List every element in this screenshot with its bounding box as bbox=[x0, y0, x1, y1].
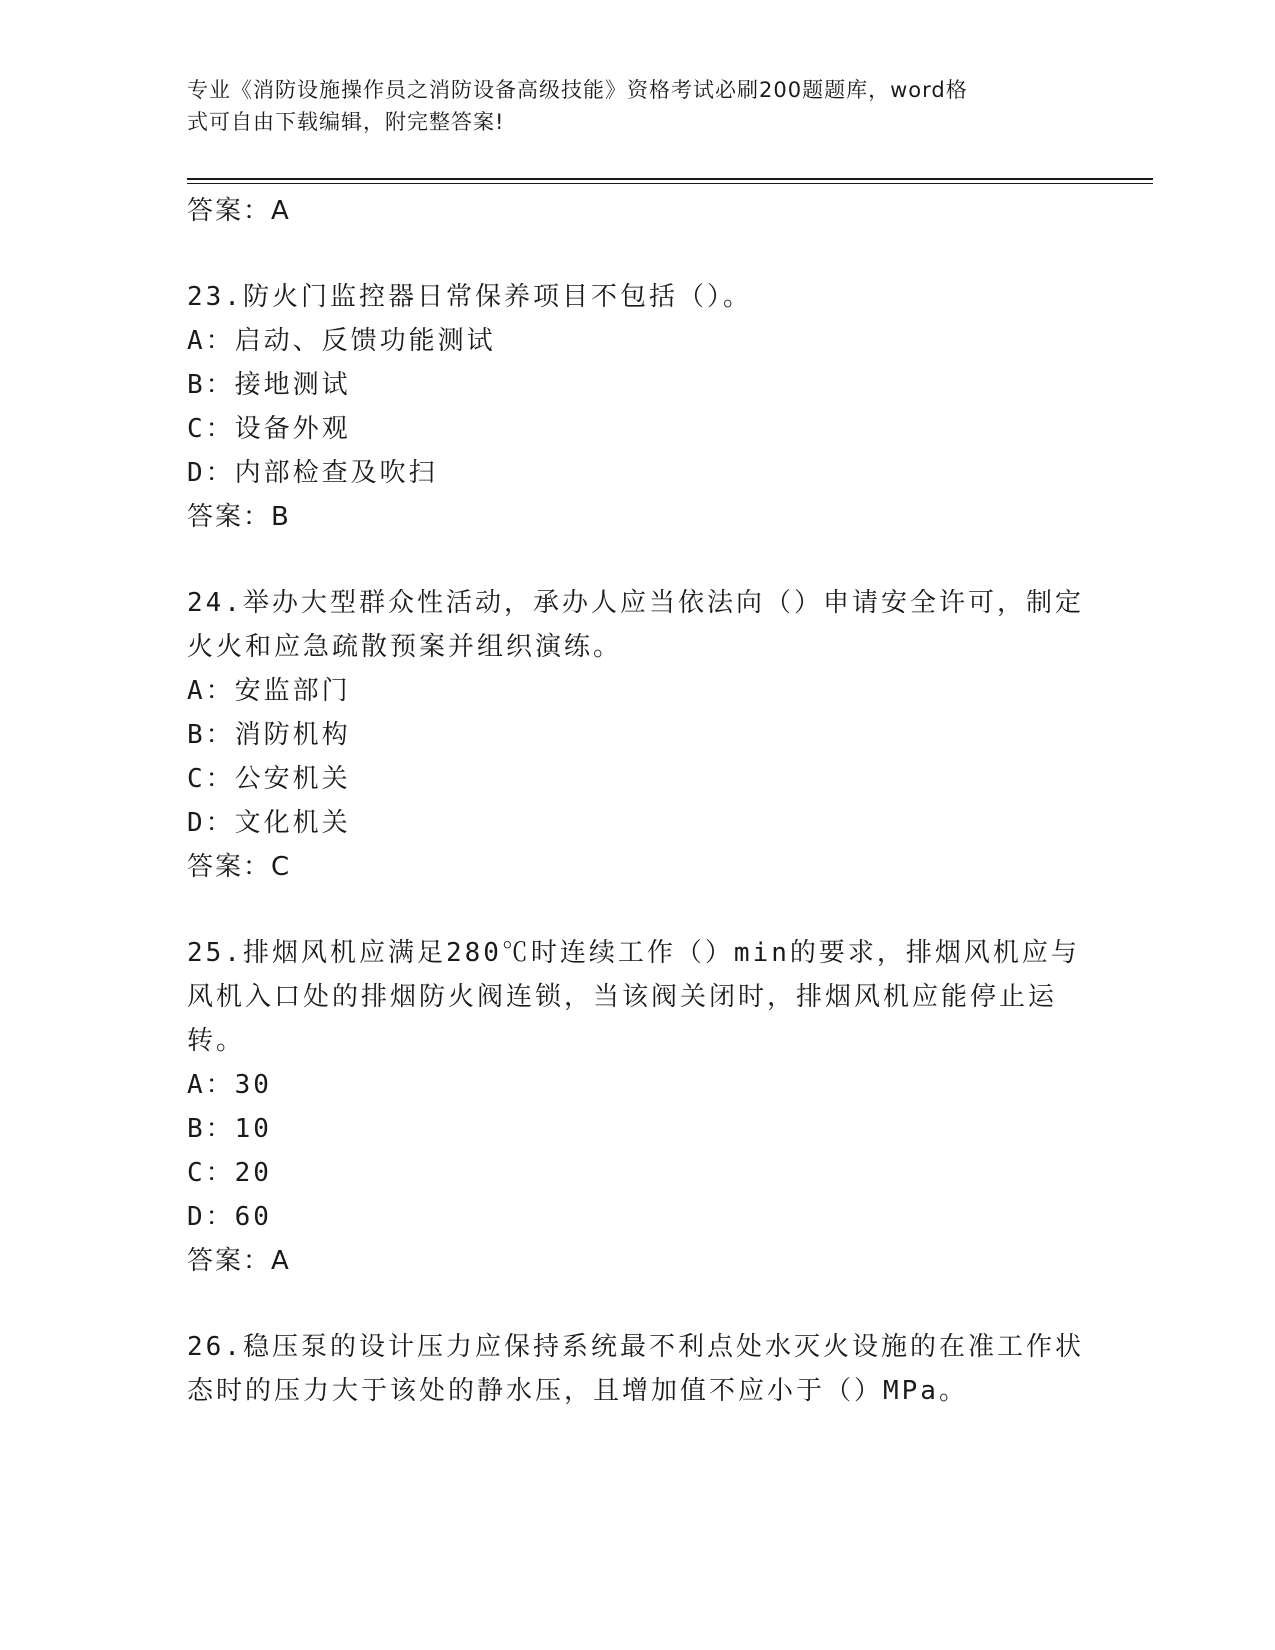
question-25-text-line-1: 25.排烟风机应满足280℃时连续工作（）min的要求，排烟风机应与 bbox=[187, 938, 1080, 968]
previous-answer: 答案：A bbox=[187, 196, 291, 226]
question-24-answer: 答案：C bbox=[187, 852, 292, 882]
question-25-option-d: D：60 bbox=[187, 1202, 272, 1232]
question-25-text-line-2: 风机入口处的排烟防火阀连锁，当该阀关闭时，排烟风机应能停止运 bbox=[187, 982, 1058, 1012]
question-26-text-line-1: 26.稳压泵的设计压力应保持系统最不利点处水灭火设施的在准工作状 bbox=[187, 1332, 1084, 1362]
question-23-answer: 答案：B bbox=[187, 502, 291, 532]
question-24-option-d: D：文化机关 bbox=[187, 808, 351, 838]
question-24-text-line-1: 24.举办大型群众性活动，承办人应当依法向（）申请安全许可，制定 bbox=[187, 588, 1084, 618]
question-23-option-d: D：内部检查及吹扫 bbox=[187, 458, 438, 488]
question-25-text-line-3: 转。 bbox=[187, 1026, 246, 1056]
question-23-text: 23.防火门监控器日常保养项目不包括（）。 bbox=[187, 282, 752, 312]
question-23-option-a: A：启动、反馈功能测试 bbox=[187, 326, 496, 356]
header-divider-thick bbox=[187, 178, 1153, 180]
question-25-option-a: A：30 bbox=[187, 1070, 272, 1100]
question-25-option-b: B：10 bbox=[187, 1114, 272, 1144]
question-24-option-a: A：安监部门 bbox=[187, 676, 351, 706]
question-23-option-c: C：设备外观 bbox=[187, 414, 351, 444]
header-line-1: 专业《消防设施操作员之消防设备高级技能》资格考试必刷200题题库，word格 bbox=[187, 78, 968, 102]
question-25-answer: 答案：A bbox=[187, 1246, 291, 1276]
question-26-text-line-2: 态时的压力大于该处的静水压，且增加值不应小于（）MPa。 bbox=[187, 1376, 968, 1406]
header-line-2: 式可自由下载编辑，附完整答案! bbox=[187, 110, 505, 134]
question-24-text-line-2: 火火和应急疏散预案并组织演练。 bbox=[187, 632, 623, 662]
question-24-option-b: B：消防机构 bbox=[187, 720, 351, 750]
header-divider-thin bbox=[187, 183, 1153, 184]
document-header bbox=[187, 74, 1067, 138]
question-25-option-c: C：20 bbox=[187, 1158, 272, 1188]
question-24-option-c: C：公安机关 bbox=[187, 764, 351, 794]
question-23-option-b: B：接地测试 bbox=[187, 370, 351, 400]
